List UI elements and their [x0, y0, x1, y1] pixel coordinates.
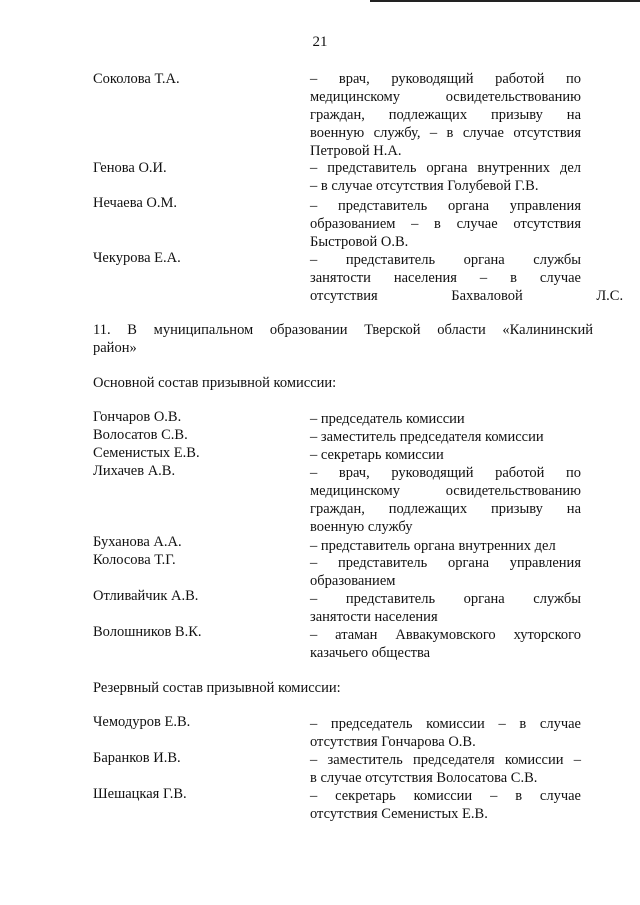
member-role-line: – представитель органа внутренних дел — [310, 538, 556, 554]
member-role-line: – в случае отсутствия Голубевой Г.В. — [310, 178, 539, 194]
reserve-composition-heading: Резервный состав призывной комиссии: — [93, 680, 341, 696]
member-role-line: – секретарь комиссии — [310, 447, 444, 463]
member-role-line: Быстровой О.В. — [310, 234, 409, 250]
scan-edge-mark — [370, 0, 640, 2]
member-role-line: отсутствия Семенистых Е.В. — [310, 806, 488, 822]
member-name: Чемодуров Е.В. — [93, 714, 191, 730]
member-role-line: военную службу, – в случае отсутствия — [310, 125, 581, 141]
member-role-line: – представитель органа управления — [310, 555, 581, 571]
member-role-line: занятости населения – в случае — [310, 270, 581, 286]
member-role-line: военную службу — [310, 519, 413, 535]
member-name: Чекурова Е.А. — [93, 250, 181, 266]
member-role-line: – представитель органа внутренних дел — [310, 160, 581, 176]
member-role-line: отсутствия Гончарова О.В. — [310, 734, 476, 750]
member-name: Лихачев А.В. — [93, 463, 176, 479]
member-role-line: в случае отсутствия Волосатова С.В. — [310, 770, 538, 786]
section-11-title-cont: район» — [93, 340, 137, 356]
member-role-line: – председатель комиссии – в случае — [310, 716, 581, 732]
member-role-line: – представитель органа службы — [310, 252, 581, 268]
member-role-line: – заместитель председателя комиссии – — [310, 752, 581, 768]
member-name: Шешацкая Г.В. — [93, 786, 187, 802]
section-11-title: 11. В муниципальном образовании Тверской области «Калининский — [93, 322, 593, 338]
member-role-line: – атаман Аввакумовского хуторского — [310, 627, 581, 643]
member-name: Семенистых Е.В. — [93, 445, 200, 461]
member-name: Соколова Т.А. — [93, 71, 180, 87]
member-name: Баранков И.В. — [93, 750, 181, 766]
member-role-line: – секретарь комиссии – в случае — [310, 788, 581, 804]
member-name: Отливайчик А.В. — [93, 588, 199, 604]
member-name: Колосова Т.Г. — [93, 552, 176, 568]
member-name: Волошников В.К. — [93, 624, 202, 640]
member-role-line: медицинскому освидетельствованию — [310, 483, 581, 499]
member-name: Буханова А.А. — [93, 534, 182, 550]
member-name: Волосатов С.В. — [93, 427, 188, 443]
member-role-line: отсутствия Бахваловой Л.С. — [310, 288, 624, 304]
member-role-line: занятости населения — [310, 609, 438, 625]
member-name: Нечаева О.М. — [93, 195, 178, 211]
member-role-line: граждан, подлежащих призыву на — [310, 501, 581, 517]
member-name: Гончаров О.В. — [93, 409, 182, 425]
page-number: 21 — [312, 34, 328, 50]
member-role-line: – председатель комиссии — [310, 411, 465, 427]
member-name: Генова О.И. — [93, 160, 167, 176]
member-role-line: Петровой Н.А. — [310, 143, 402, 159]
member-role-line: граждан, подлежащих призыву на — [310, 107, 581, 123]
member-role-line: казачьего общества — [310, 645, 431, 661]
member-role-line: медицинскому освидетельствованию — [310, 89, 581, 105]
member-role-line: – представитель органа управления — [310, 198, 581, 214]
main-composition-heading: Основной состав призывной комиссии: — [93, 375, 337, 391]
member-role-line: образованием — [310, 573, 396, 589]
member-role-line: – врач, руководящий работой по — [310, 465, 581, 481]
member-role-line: – заместитель председателя комиссии — [310, 429, 544, 445]
member-role-line: – представитель органа службы — [310, 591, 581, 607]
member-role-line: – врач, руководящий работой по — [310, 71, 581, 87]
member-role-line: образованием – в случае отсутствия — [310, 216, 581, 232]
